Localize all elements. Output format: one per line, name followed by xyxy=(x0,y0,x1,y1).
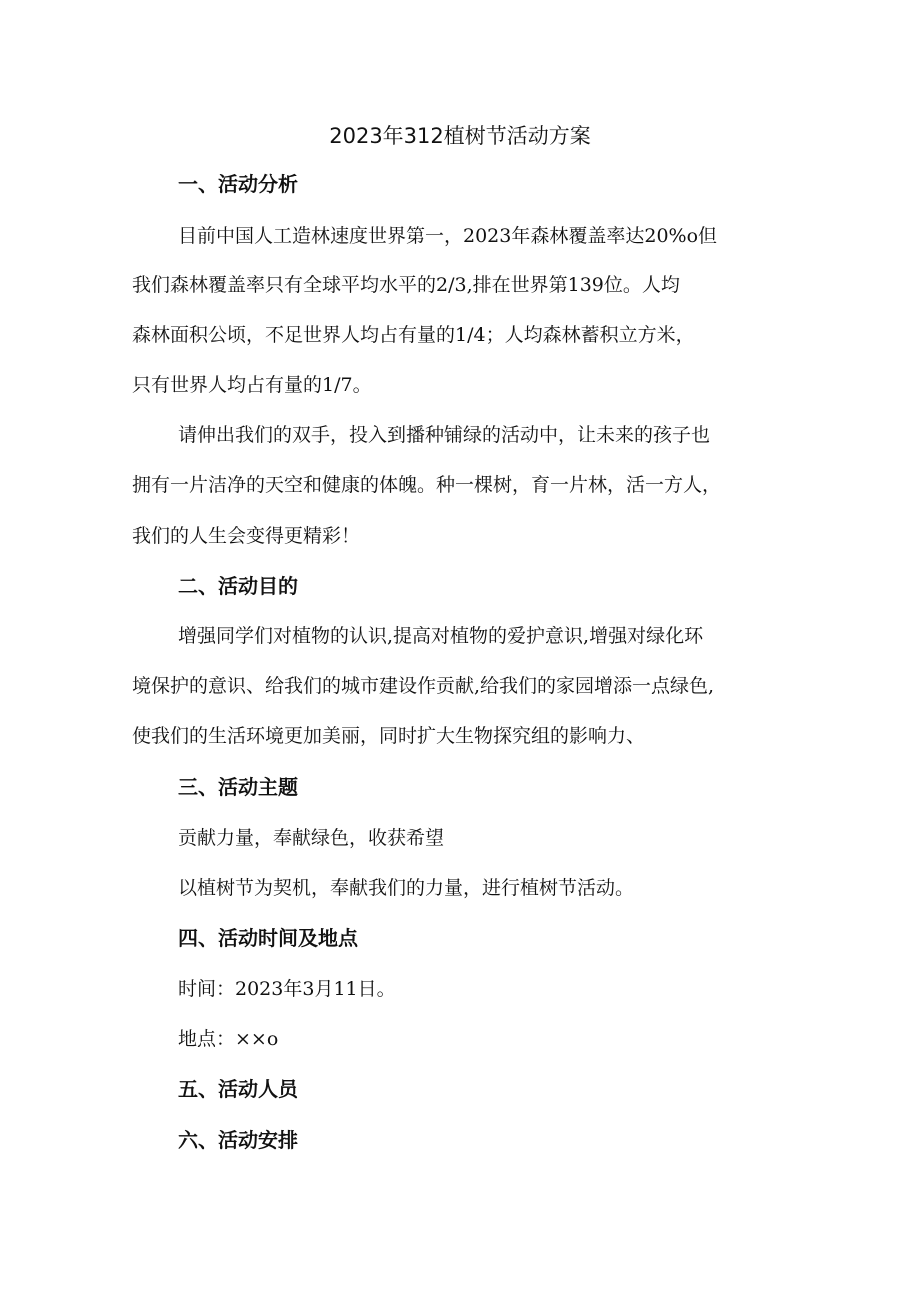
section-heading-theme: 三、活动主题 xyxy=(178,775,298,799)
section-heading-analysis: 一、活动分析 xyxy=(178,172,298,196)
section-heading-schedule: 六、活动安排 xyxy=(178,1128,298,1152)
section-heading-time-place: 四、活动时间及地点 xyxy=(178,926,358,950)
paragraph-line: 使我们的生活环境更加美丽，同时扩大生物探究组的影响力、 xyxy=(132,725,646,747)
paragraph-line: 请伸出我们的双手，投入到播种铺绿的活动中，让未来的孩子也 xyxy=(178,424,711,446)
paragraph-line: 增强同学们对植物的认识,提高对植物的爱护意识,增强对绿化环 xyxy=(178,625,704,647)
paragraph-line: 森林面积公顷，不足世界人均占有量的1/4；人均森林蓄积立方米， xyxy=(132,324,695,346)
paragraph-line: 只有世界人均占有量的1/7。 xyxy=(132,374,372,396)
paragraph-line: 拥有一片洁净的天空和健康的体魄。种一棵树，育一片林，活一方人， xyxy=(132,474,722,496)
paragraph-line: 我们的人生会变得更精彩！ xyxy=(132,525,361,547)
paragraph-line-time: 时间：2023年3月11日。 xyxy=(178,978,396,1000)
section-heading-purpose: 二、活动目的 xyxy=(178,574,298,598)
paragraph-line: 贡献力量，奉献绿色，收获希望 xyxy=(178,827,445,849)
paragraph-line-place: 地点：××o xyxy=(178,1028,279,1050)
section-heading-participants: 五、活动人员 xyxy=(178,1077,298,1101)
paragraph-line: 目前中国人工造林速度世界第一，2023年森林覆盖率达20%o但 xyxy=(178,225,718,247)
paragraph-line: 我们森林覆盖率只有全球平均水平的2/3,排在世界第139位。人均 xyxy=(132,274,680,296)
document-title: 2023年312植树节活动方案 xyxy=(329,124,591,148)
paragraph-line: 境保护的意识、给我们的城市建设作贡献,给我们的家园增添一点绿色, xyxy=(132,675,715,697)
paragraph-line: 以植树节为契机，奉献我们的力量，进行植树节活动。 xyxy=(178,877,635,899)
